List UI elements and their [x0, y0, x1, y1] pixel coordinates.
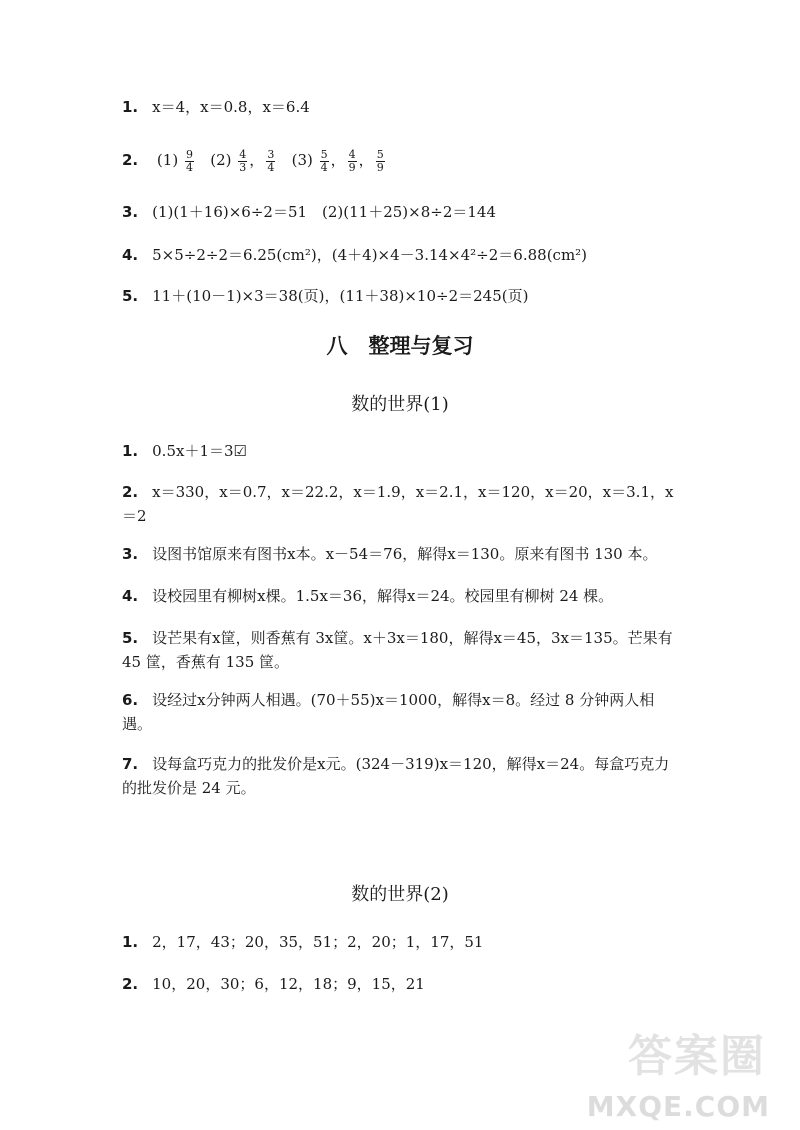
answer-item: [122, 243, 682, 267]
fraction: $\frac{4}{3}$: [239, 147, 247, 174]
item-text: (1)(1＋16)×6÷2＝51 (2)(11＋25)×8÷2＝144: [152, 203, 497, 221]
fraction: $\frac{9}{4}$: [185, 147, 193, 174]
fraction: $\frac{3}{4}$: [267, 147, 275, 174]
fraction: $\frac{5}{4}$: [320, 147, 328, 174]
item-number: 4.: [122, 587, 139, 605]
item-text: 设图书馆原来有图书x本。x－54＝76，解得x＝130。原来有图书 130 本。: [152, 545, 658, 563]
item-number: 1.: [122, 933, 139, 951]
item-number: 2.: [122, 151, 139, 169]
chapter-title: 八 整理与复习: [326, 334, 474, 358]
part-label: (2): [210, 151, 232, 169]
item-number: 7.: [122, 755, 139, 773]
item-number: 1.: [122, 98, 139, 116]
item-text: 设经过x分钟两人相遇。(70＋55)x＝1000，解得x＝8。经过 8 分钟两人相遇。: [122, 691, 655, 733]
answer-item: [122, 200, 682, 224]
answer-item: [122, 95, 682, 119]
item-number: 3.: [122, 203, 139, 221]
item-number: 6.: [122, 691, 139, 709]
item-text: 设芒果有x筐，则香蕉有 3x筐。x＋3x＝180，解得x＝45，3x＝135。芒果有 45 筐，香蕉有 135 筐。: [122, 629, 673, 671]
answer-item: [122, 626, 682, 674]
item-number: 4.: [122, 246, 139, 264]
answer-item: [122, 542, 682, 566]
section-title: 数的世界(2): [351, 884, 449, 905]
answer-item: [122, 688, 682, 736]
section-title: 数的世界(1): [351, 394, 449, 415]
item-text: x＝4，x＝0.8，x＝6.4: [152, 98, 310, 116]
item-text: 设每盒巧克力的批发价是x元。(324－319)x＝120，解得x＝24。每盒巧克力的批发价是 24 元。: [122, 755, 670, 797]
answer-item: [122, 284, 682, 308]
item-number: 2.: [122, 975, 139, 993]
item-text: 0.5x＋1＝3☑: [152, 442, 247, 460]
watermark: [426, 1020, 786, 1125]
item-number: 2.: [122, 483, 139, 501]
item-text: 5×5÷2÷2＝6.25(cm²)，(4＋4)×4－3.14×4²÷2＝6.88(cm²): [152, 246, 588, 264]
part-label: (1): [156, 151, 179, 169]
answer-item: [122, 752, 682, 800]
item-number: 1.: [122, 442, 139, 460]
watermark-text: MXQE.COM: [586, 1090, 770, 1123]
item-text: 10，20，30；6，12，18；9，15，21: [152, 975, 425, 993]
item-number: 5.: [122, 629, 139, 647]
part-label: (3): [291, 151, 313, 169]
answer-item-fractions: 2. (1) $\frac{9}{4}$ (2) $\frac{4}{3}$ ， $\frac{3}{4}$ (3) $\frac{5}{4}$ ， $\frac{4}{9}$ ， $\frac{5}{9}$: [122, 147, 384, 174]
item-text: 2，17，43；20，35，51；2，20；1，17，51: [152, 933, 484, 951]
watermark-logo: 答案圈: [628, 1031, 766, 1082]
answer-item: [122, 930, 682, 954]
answer-item: [122, 584, 682, 608]
answer-item: [122, 480, 682, 528]
answer-item: [122, 972, 682, 996]
item-number: 5.: [122, 287, 139, 305]
fraction: $\frac{4}{9}$: [348, 147, 356, 174]
item-text: x＝330，x＝0.7，x＝22.2，x＝1.9，x＝2.1，x＝120，x＝20，x＝3.1，x＝2: [122, 483, 674, 525]
item-text: 11＋(10－1)×3＝38(页)，(11＋38)×10÷2＝245(页): [152, 287, 529, 305]
item-number: 3.: [122, 545, 139, 563]
item-text: 设校园里有柳树x棵。1.5x＝36，解得x＝24。校园里有柳树 24 棵。: [152, 587, 614, 605]
answer-item: [122, 439, 682, 463]
fraction: $\frac{5}{9}$: [376, 147, 384, 174]
